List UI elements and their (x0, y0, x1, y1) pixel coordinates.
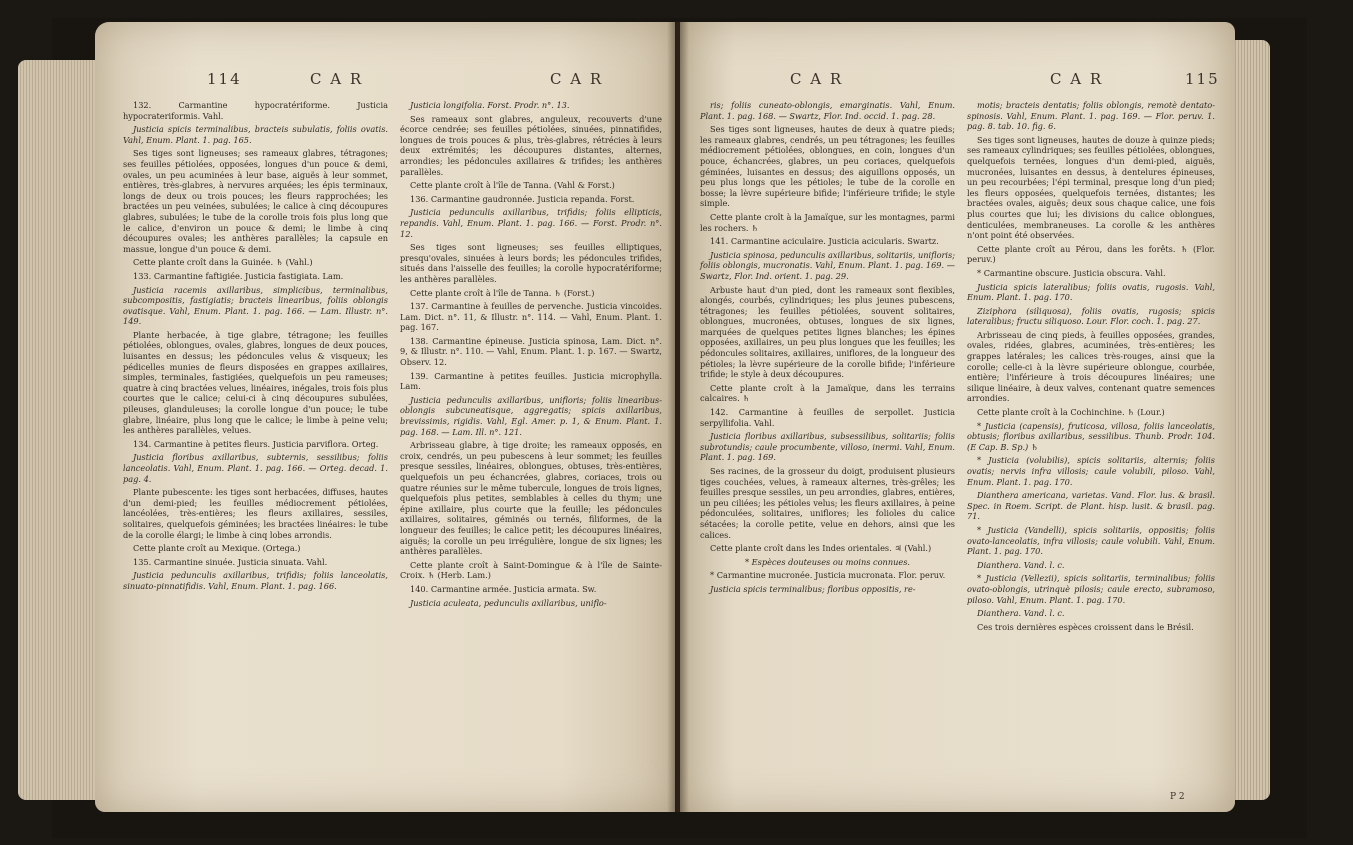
right-page-number: 115 (1185, 70, 1220, 88)
left-running-head-2: C A R (550, 70, 604, 88)
left-running-head: C A R (310, 70, 364, 88)
entry-text: ris; foliis cuneato-oblongis, emarginatis. Vahl, Enum. Plant. 1. pag. 168. — Swartz, Flor. Ind. occid. 1. pag. 28. (700, 100, 955, 121)
entry-text: 142. Carmantine à feuilles de serpollet. Justicia serpyllifolia. Vahl. (700, 407, 955, 428)
signature-mark: P 2 (1170, 792, 1185, 802)
entry-text: Justicia floribus axillaribus, subternis, sessilibus; foliis lanceolatis. Vahl, Enum. Plant. 1. pag. 166. — Orteg. decad. 1. pag. 4. (123, 452, 388, 484)
entry-text: Justicia spicis terminalibus; floribus oppositis, re- (710, 583, 916, 594)
entry-text: Ses tiges sont ligneuses; ses feuilles elliptiques, presqu'ovales, sinuées à leurs bords; les pédoncules trifides, situés dans l'aisselle des feuilles; la corolle hypocratériforme; les anthères parallèles. (400, 242, 662, 284)
entry-text: 133. Carmantine faftigiée. Justicia fastigiata. Lam. (133, 270, 344, 281)
entry-text: Cette plante croît dans les Indes orientales. ♃ (Vahl.) (710, 543, 932, 554)
left-column-2 (400, 100, 662, 611)
entry-text: Arbuste haut d'un pied, dont les rameaux sont flexibles, alongés, courbés, cylindriques; les plus jeunes pubescens, tétragones; les feuilles pétiolées, souvent solitaires, oblongues, mucronées, obtuses, longues de six lignes, marquées de quelques petites lignes blanches; les épines opposées, axillaires, un peu plus longues que les feuilles; les pédoncules solitaires, axillaires, uniflores, de la longueur des pétioles; la lèvre supérieure de la corolle bifide; l'inférieure trifide; le style à deux découpures. (700, 284, 955, 380)
entry-text: 141. Carmantine aciculaire. Justicia acicularis. Swartz. (710, 236, 939, 247)
entry-text: Plante pubescente: les tiges sont herbacées, diffuses, hautes d'un demi-pied; les feuilles médiocrement pétiolées, lancéolées, très-entières; les fleurs axillaires, sessiles, solitaires, quelquefois géminées; les bractées linéaires: le tube de la corolle élargi; le limbe à cinq lobes arrondis. (123, 487, 388, 540)
entry-text: Justicia aculeata, pedunculis axillaribus, uniflo- (410, 597, 607, 608)
left-column-1 (123, 100, 388, 595)
right-column-1 (700, 100, 955, 598)
right-page (680, 22, 1235, 812)
entry-text: * Justicia (Vandelli), spicis solitariis, oppositis; foliis ovato-lanceolatis, infra villosis; caule volubili. Vahl, Enum. Plant. 1. pag. 170. (967, 524, 1215, 557)
entry-text: Justicia spicis terminalibus, bracteis subulatis, foliis ovatis. Vahl, Enum. Plant. 1. pag. 165. (123, 124, 388, 145)
entry-text: Dianthera. Vand. l. c. (977, 608, 1065, 619)
entry-text: 136. Carmantine gaudronnée. Justicia repanda. Forst. (410, 193, 635, 204)
entry-text: motis; bracteis dentatis; foliis oblongis, remotè dentato-spinosis. Vahl, Enum. Plant. 1. pag. 169. — Flor. peruv. 1. pag. 8. tab. 10. fig. 6. (967, 100, 1215, 132)
entry-text: Ses rameaux sont glabres, anguleux, recouverts d'une écorce cendrée; ses feuilles pétiolées, sinuées, pinnatifides, longues de trois pouces & plus, très-glabres, rétrécies à leurs deux extrémités; les découpures distantes, alternes, arrondies; les pédoncules axillaires & trifides; les anthères parallèles. (400, 113, 662, 177)
entry-text: Justicia floribus axillaribus, subsessilibus, solitariis; foliis subrotundis; caule procumbente, villoso, inermi. Vahl, Enum. Plant. 1. pag. 169. (700, 431, 955, 463)
entry-text: Ses tiges sont ligneuses; ses rameaux glabres, tétragones; ses feuilles pétiolées, opposées, longues d'un pouce & demi, ovales, un peu acuminées à leur base, aiguës à leur sommet, entières, très-glabres, à nervures arquées; les épis terminaux, longs de deux ou trois pouces; les fleurs rapprochées; les bractées un peu veinées, subulées; le calice à cinq découpures glabres, subulées; le tube de la corolle trois fois plus long que le calice, d'environ un pouce & demi; le limbe à cinq découpures ovales; les anthères parallèles; la capsule en massue, longue d'un pouce & demi. (123, 148, 388, 254)
entry-text: Ziziphora (siliquosa), foliis ovatis, rugosis; spicis lateralibus; fructu siliquoso. Lour. Flor. coch. 1. pag. 27. (967, 305, 1215, 327)
entry-text: Ces trois dernières espèces croissent dans le Brésil. (977, 621, 1194, 632)
entry-text: 137. Carmantine à feuilles de pervenche. Justicia vincoides. Lam. Dict. n°. 11, & Illustr. n°. 114. — Vahl, Enum. Plant. 1. pag. 167. (400, 301, 662, 333)
entry-text: Cette plante croît au Mexique. (Ortega.) (133, 543, 301, 554)
left-page-number: 114 (207, 70, 242, 88)
right-running-head: C A R (790, 70, 844, 88)
entry-text: * Carmantine obscure. Justicia obscura. Vahl. (977, 267, 1166, 278)
entry-text: Cette plante croît à Saint-Domingue & à l'île de Sainte-Croix. ♄ (Herb. Lam.) (400, 559, 662, 581)
entry-text: Cette plante croît à l'île de Tanna. ♄ (Forst.) (410, 287, 595, 298)
entry-text: 135. Carmantine sinuée. Justicia sinuata. Vahl. (133, 556, 328, 567)
entry-text: Dianthera americana, varietas. Vand. Flor. lus. & brasil. Spec. in Roem. Script. de Plant. hisp. lusit. & brasil. pag. 71. (967, 490, 1215, 522)
left-page-edges (18, 60, 98, 800)
entry-text: Cette plante croît à l'île de Tanna. (Vahl & Forst.) (410, 180, 615, 191)
entry-text: Justicia pedunculis axillaribus, trifidis; foliis ellipticis, repandis. Vahl, Enum. Plant. 1. pag. 166. — Forst. Prodr. n°. 12. (400, 207, 662, 239)
right-running-head-2: C A R (1050, 70, 1104, 88)
left-page (95, 22, 675, 812)
entry-text: * Carmantine mucronée. Justicia mucronata. Flor. peruv. (710, 570, 946, 581)
entry-text: Arbrisseau de cinq pieds, à feuilles opposées, grandes, ovales, ridées, glabres, acuminées, très-entières; les grappes latérales; les calices très-rouges, ainsi que la corolle; celle-ci à la lèvre supérieure oblongue, courbée, entière; l'inférieure à trois découpures linéaires; une silique linéaire, à deux valves, contenant quatre semences arrondies. (967, 329, 1215, 404)
entry-text: * Justicia (capensis), fruticosa, villosa, foliis lanceolatis, obtusis; floribus axillaribus, sessilibus. Thunb. Prodr. 104. (E Cap. B. Sp.) ♄ (967, 420, 1215, 452)
entry-text: * Justicia (volubilis), spicis solitariis, alternis; foliis ovatis; nervis infra villosis; caule volubili, piloso. Vahl, Enum. Plant. 1. pag. 170. (967, 455, 1215, 487)
entry-text: 134. Carmantine à petites fleurs. Justicia parviflora. Orteg. (133, 438, 379, 449)
entry-text: 140. Carmantine armée. Justicia armata. Sw. (410, 583, 597, 594)
section-heading: * Espèces douteuses ou moins connues. (744, 556, 911, 567)
entry-text: 138. Carmantine épineuse. Justicia spinosa, Lam. Dict. n°. 9, & Illustr. n°. 110. — Vahl, Enum. Plant. 1. p. 167. — Swartz, Observ. 12. (400, 335, 662, 368)
entry-text: Dianthera. Vand. l. c. (977, 559, 1065, 570)
entry-text: Plante herbacée, à tige glabre, tétragone; les feuilles pétiolées, oblongues, ovales, glabres, longues de deux pouces, luisantes en dessus; les pédoncules velus & visqueux; les pédicelles munies de fleurs disposées en grappes axillaires, simples, terminales, fastigiées, quelquefois un peu rameuses; quatre à cinq bractées velues, linéaires, inégales, trois fois plus courtes que le calice; celui-ci à cinq découpures subulées, pileuses, glanduleuses; la corolle longue d'un pouce; le tube glabre, linéaire, plus long que le calice; le limbe à peine velu; les anthères parallèles, velues. (123, 329, 388, 436)
entry-text: Ses tiges sont ligneuses, hautes de douze à quinze pieds; ses rameaux cylindriques; ses feuilles pétiolées, oblongues, quelquefois ternées, longues d'un demi-pied, aiguës, mucronées, luisantes en dessus, à dentelures épineuses, un peu recourbées; l'épi terminal, presque long d'un pied; les fleurs opposées, quelquefois ternées, distantes; les bractées ovales, aiguës; deux sous chaque calice, une fois plus courtes que lui; les divisions du calice oblongues, denticulées, membraneuses. La corolle & les anthères n'ont point été observées. (967, 134, 1215, 241)
entry-text: Justicia pedunculis axillaribus, unifloris; foliis linearibus-oblongis subcuneatisque, aggregatis; spicis axillaribus, brevissimis, rigidis. Vahl, Egl. Amer. p. 1, & Enum. Plant. 1. pag. 168. — Lam. Ill. n°. 121. (400, 394, 662, 437)
entry-text: Justicia longifolia. Forst. Prodr. n°. 13. (410, 100, 570, 110)
entry-text: Justicia spicis lateralibus; foliis ovatis, rugosis. Vahl, Enum. Plant. 1. pag. 170. (967, 281, 1215, 303)
right-column-2 (967, 100, 1215, 635)
entry-text: * Justicia (Vellezii), spicis solitariis, terminalibus; foliis ovato-oblongis, utrinquè pilosis; caule erecto, subramoso, piloso. Vahl, Enum. Plant. 1. pag. 170. (967, 573, 1215, 605)
entry-text: Cette plante croît à la Jamaïque, sur les montagnes, parmi les rochers. ♄ (700, 211, 955, 233)
entry-text: 139. Carmantine à petites feuilles. Justicia microphylla. Lam. (400, 370, 662, 392)
entry-text: Arbrisseau glabre, à tige droite; les rameaux opposés, en croix, cendrés, un peu pubescens à leur sommet; les feuilles presque sessiles, linéaires, oblongues, obtuses, très-entières, quelquefois un peu échancrées, glabres, coriaces, trois ou quatre réunies sur le même tubercule, longues de trois lignes, quelquefois plus petites, semblables à celles du thym; une épine axillaire, plus courte que la feuille; les pédoncules axillaires, solitaires, géminés ou ternés, filiformes, de la longueur des feuilles; le calice petit; les découpures linéaires, aiguës; la corolle un peu irrégulière, longue de six lignes; les anthères parallèles. (400, 440, 662, 557)
right-page-edges (1230, 40, 1270, 800)
entry-text: 132. Carmantine hypocratériforme. Justicia hypocrateriformis. Vahl. (123, 100, 388, 121)
entry-text: Ses tiges sont ligneuses, hautes de deux à quatre pieds; les rameaux glabres, cendrés, un peu tétragones; les feuilles médiocrement pétiolées, oblongues, en coin, longues d'un pouce, échancrées, glabres, un peu coriaces, quelquefois géminées, luisantes en dessus; des aiguillons opposés, un peu plus longs que les pétioles; le tube de la corolle en bosse; la lèvre supérieure bifide; l'inférieure trifide; le style simple. (700, 124, 955, 209)
entry-text: Cette plante croît au Pérou, dans les forêts. ♄ (Flor. peruv.) (967, 243, 1215, 265)
entry-text: Justicia spinosa, pedunculis axillaribus, solitariis, unifloris; foliis oblongis, mucronatis. Vahl, Enum. Plant. 1. pag. 169. — Swartz, Flor. Ind. orient. 1. pag. 29. (700, 249, 955, 281)
entry-text: Ses racines, de la grosseur du doigt, produisent plusieurs tiges couchées, velues, à rameaux alternes, très-grêles; les feuilles presque sessiles, un peu arrondies, glabres, entières, un peu ciliées; les pétioles velus; les fleurs axillaires, à peine pédonculées, solitaires, uniflores; les folioles du calice sétacées; la corolle petite, velue en dehors, ainsi que les calices. (700, 466, 955, 540)
entry-text: Justicia pedunculis axillaribus, trifidis; foliis lanceolatis, sinuato-pinnatifidis. Vahl, Enum. Plant. 1. pag. 166. (123, 570, 388, 591)
entry-text: Cette plante croît à la Cochinchine. ♄ (Lour.) (977, 407, 1165, 418)
entry-text: Cette plante croît à la Jamaïque, dans les terrains calcaires. ♄ (700, 382, 955, 404)
entry-text: Justicia racemis axillaribus, simplicibus, terminalibus, subcompositis, fastigiatis; bracteis linearibus, foliis oblongis ovatisque. Vahl, Enum. Plant. 1. pag. 166. — Lam. Illustr. n°. 149. (123, 284, 388, 327)
entry-text: Cette plante croît dans la Guinée. ♄ (Vahl.) (133, 257, 313, 268)
